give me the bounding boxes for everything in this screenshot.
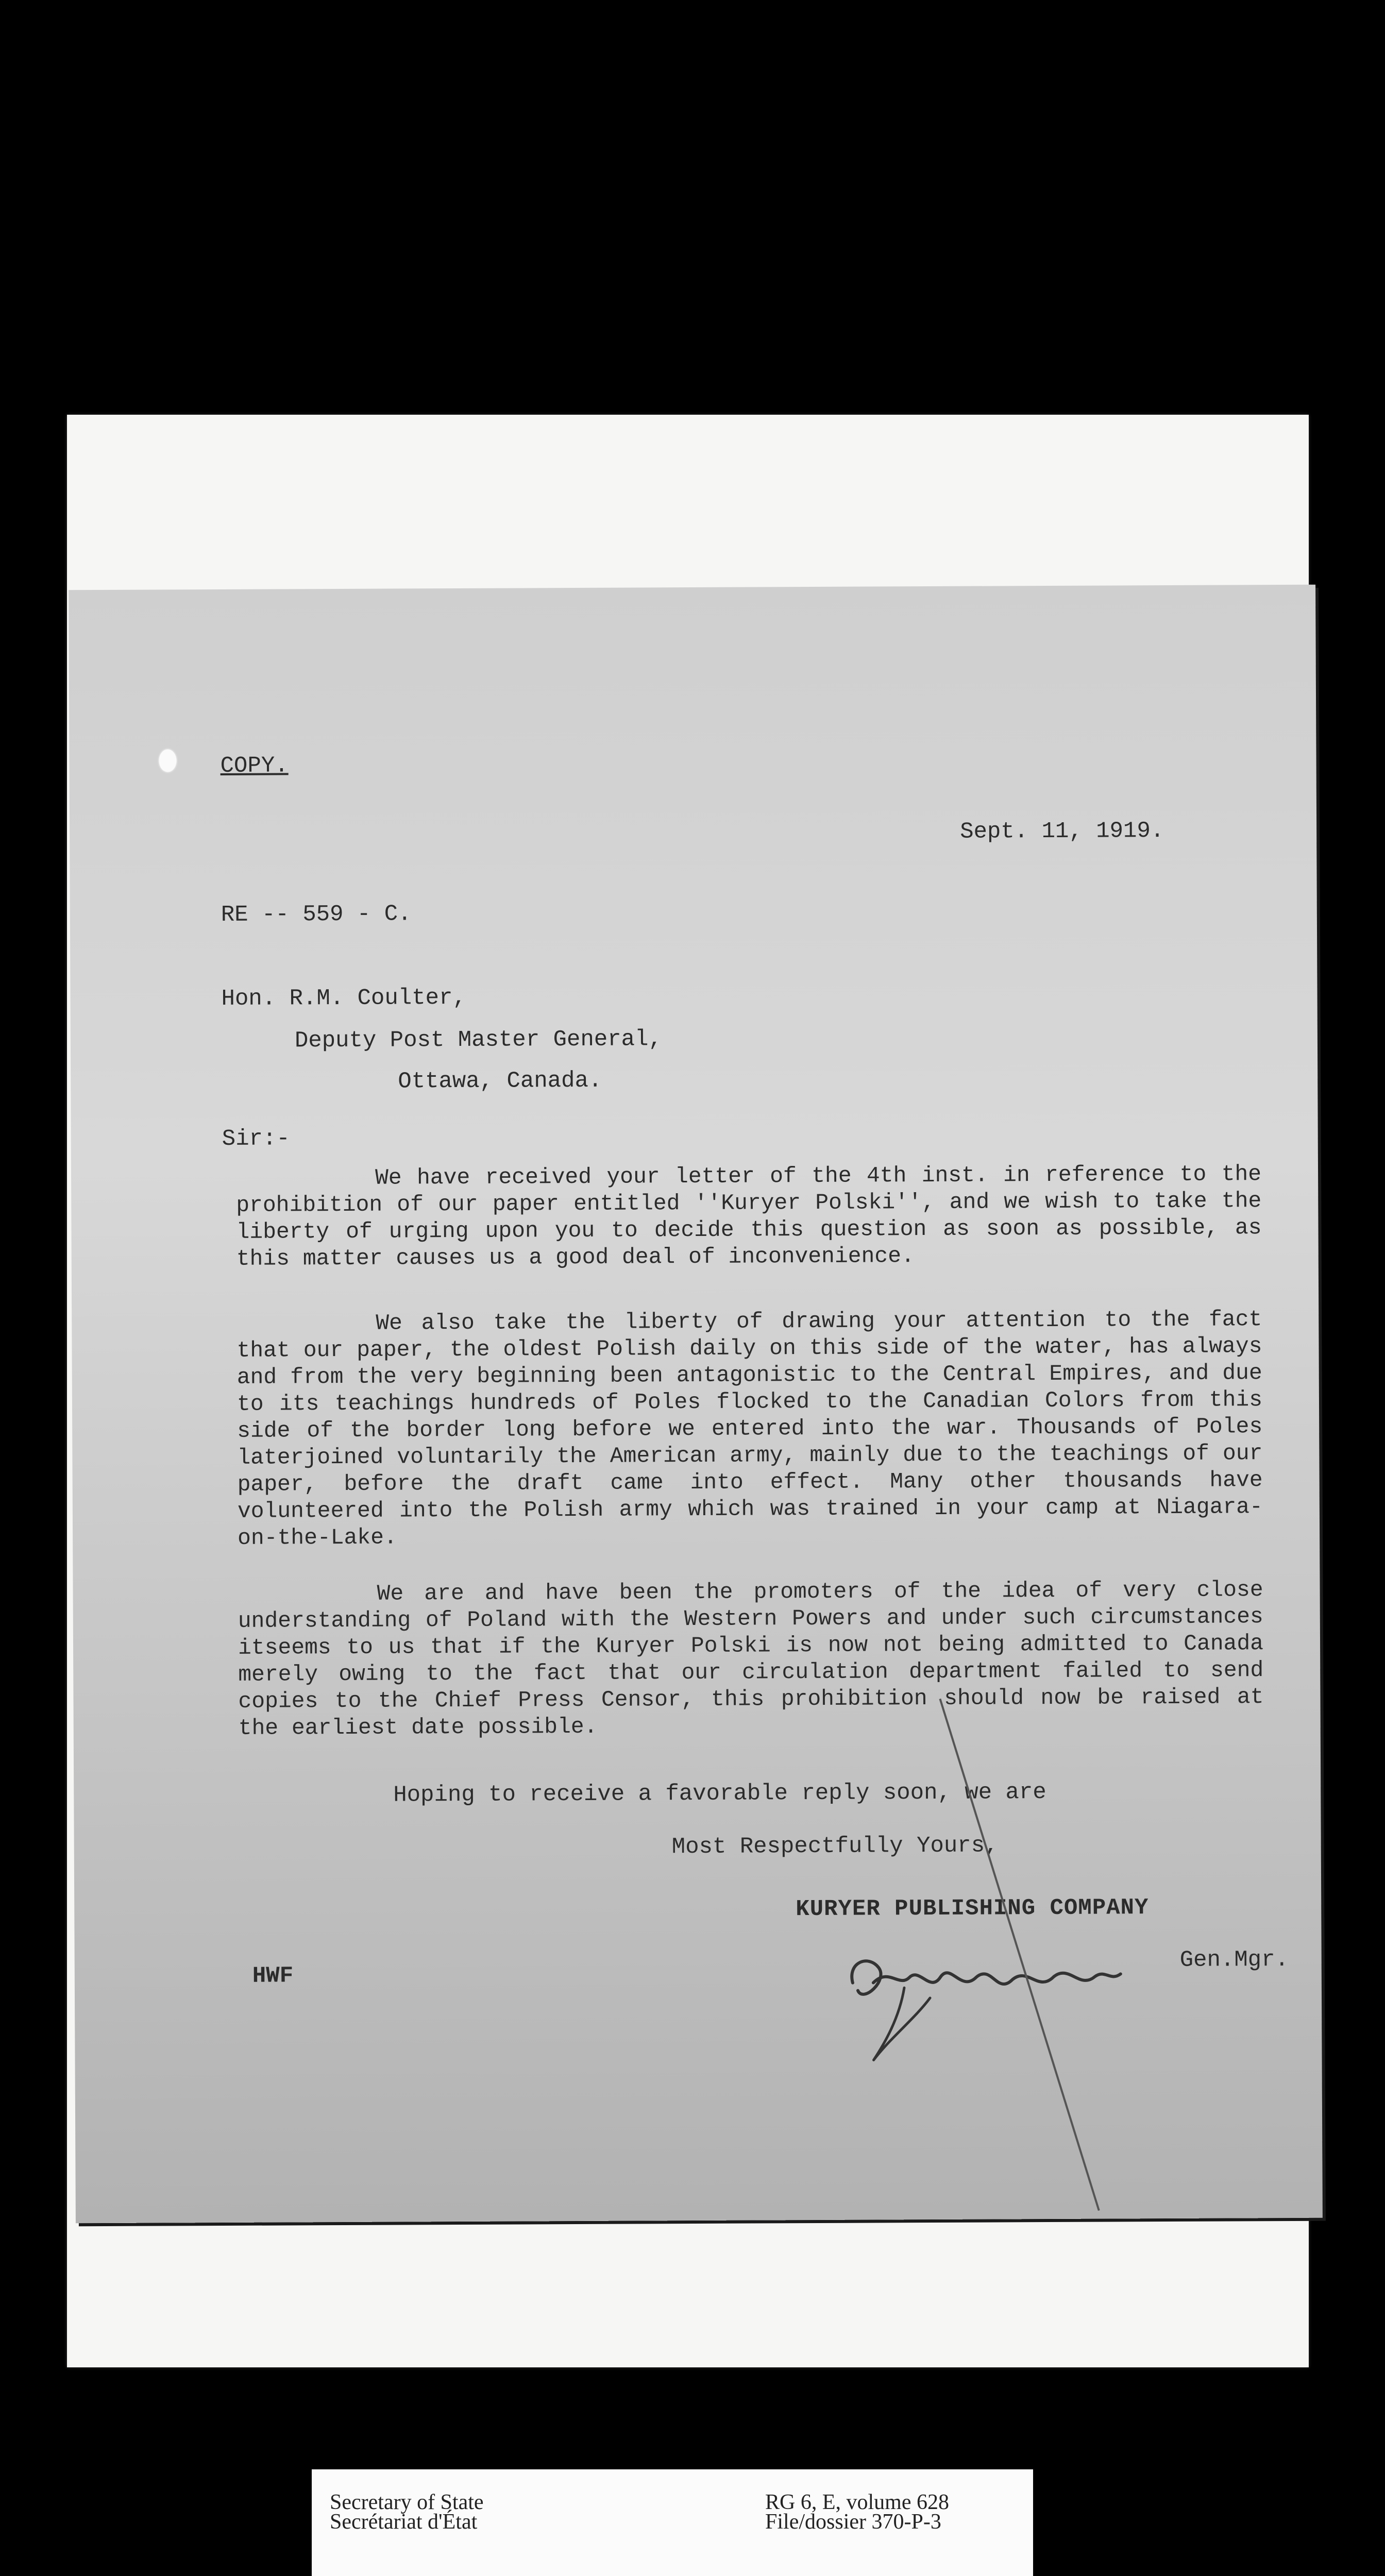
typist-initials: HWF [252, 1963, 294, 1989]
letter-date: Sept. 11, 1919. [960, 818, 1164, 845]
salutation: Sir:- [222, 1126, 290, 1153]
file-reference: File/dossier 370-P-3 [765, 2510, 941, 2534]
archive-label-card [312, 2469, 1033, 2576]
company-name: KURYER PUBLISHING COMPANY [796, 1895, 1149, 1923]
paragraph-3: We are and have been the promoters of the idea of very close understanding of Poland with the Western Powers and under such circumstances itseems to us that if the Kuryer Polski is now not being admitted to Canada merely owing to the fact that our circulation department failed to send copies to the Chief Press Censor, this prohibition should now be raised at the earliest date possible. [238, 1577, 1264, 1741]
paragraph-2: We also take the liberty of drawing your attention to the fact that our paper, the oldest Polish daily on this side of the water, has always and from the very beginning been antagonistic to the Central Empires, and due to its teachings hundreds of Poles flocked to the Canadian Colors from this side of the border long before we entered into the war. Thousands of Poles laterjoined voluntarily the American army, mainly due to the teachings of our paper, before the draft came into effect. Many other thousands have volunteered into the Polish army which was trained in your camp at Niagara-on-the-Lake. [237, 1307, 1263, 1551]
letter-page [69, 585, 1323, 2224]
handwritten-signature [842, 1904, 1131, 2070]
signer-title: Gen.Mgr. [1179, 1946, 1289, 1973]
punch-hole [159, 749, 176, 772]
reference-number: RE -- 559 - C. [221, 901, 412, 928]
agency-english: Secretary of State [330, 2490, 484, 2514]
copy-label: COPY. [220, 753, 289, 779]
letter-body [69, 585, 1323, 2224]
paragraph-1: We have received your letter of the 4th inst. in reference to the prohibition of our paper entitled ''Kuryer Polski'', and we wish to take the liberty of urging upon you to decide this question as soon as possible, as this matter causes us a good deal of inconvenience. [236, 1161, 1262, 1272]
recipient-name: Hon. R.M. Coulter, [221, 985, 466, 1012]
record-group: RG 6, E, volume 628 [765, 2490, 949, 2514]
recipient-title: Deputy Post Master General, [294, 1026, 662, 1054]
agency-french: Secrétariat d'État [330, 2510, 478, 2534]
closing-line: Hoping to receive a favorable reply soon, we are [393, 1780, 1046, 1808]
complimentary-close: Most Respectfully Yours, [671, 1833, 999, 1860]
recipient-location: Ottawa, Canada. [398, 1067, 602, 1095]
